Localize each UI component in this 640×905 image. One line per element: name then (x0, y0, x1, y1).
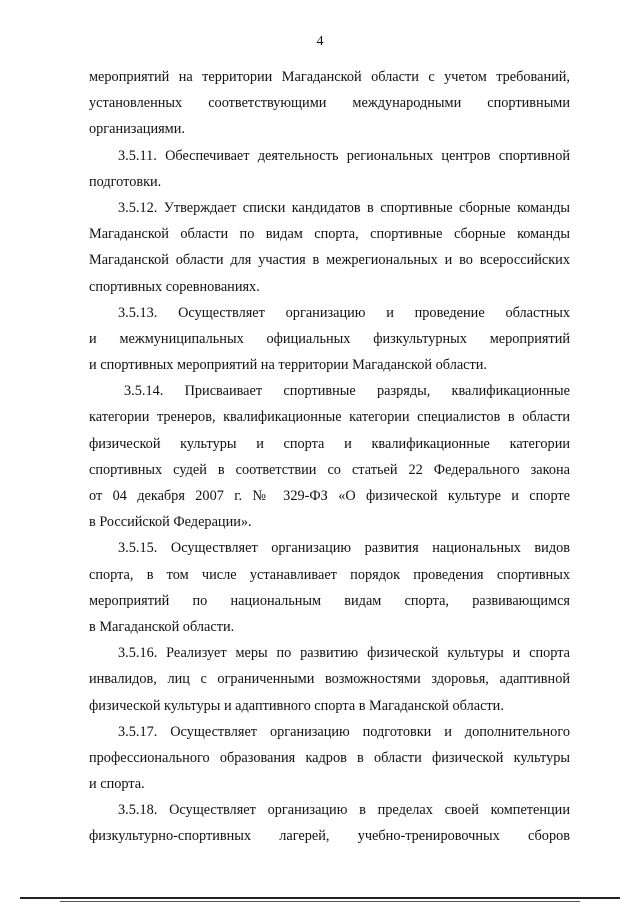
text-line: 3.5.16. Реализует меры по развитию физической культуры и спорта (118, 645, 570, 662)
text-line: в Магаданской области. (89, 618, 235, 635)
paragraph-3-5-18 (89, 797, 570, 849)
text-line: категории тренеров, квалификационные категории специалистов в области (89, 409, 570, 426)
text-line: мероприятий по национальным видам спорта, развивающимся (89, 592, 570, 609)
text-line: физической культуры и спорта и квалификационные категории (89, 435, 570, 452)
text-line: Магаданской области для участия в межрегиональных и во всероссийских (89, 252, 570, 269)
text-line: организациями. (89, 121, 185, 138)
text-line: 3.5.12. Утверждает списки кандидатов в спортивные сборные команды (118, 199, 570, 216)
text-line: подготовки. (89, 173, 162, 190)
paragraph-3-5-16 (89, 640, 570, 719)
text-line: в Российской Федерации». (89, 514, 252, 531)
text-line: физической культуры и адаптивного спорта в Магаданской области. (89, 697, 504, 714)
scan-edge-line (60, 901, 580, 902)
paragraph-3-5-13 (89, 300, 570, 379)
text-line: Магаданской области по видам спорта, спортивные сборные команды (89, 226, 570, 243)
text-line: и спортивных мероприятий на территории Магаданской области. (89, 357, 487, 374)
paragraph-3-5-11 (89, 143, 570, 195)
text-line: спорта, в том числе устанавливает порядок проведения спортивных (89, 566, 570, 583)
text-line: физкультурно-спортивных лагерей, учебно-тренировочных сборов (89, 828, 570, 845)
text-line: и спорта. (89, 776, 145, 793)
paragraph-3-5-14 (89, 378, 570, 535)
text-line: мероприятий на территории Магаданской области с учетом требований, (89, 69, 570, 85)
document-body (89, 64, 570, 850)
text-line: и межмуниципальных официальных физкультурных мероприятий (89, 330, 570, 347)
paragraph-continuation (89, 64, 570, 143)
paragraph-3-5-17 (89, 719, 570, 798)
text-line: 3.5.15. Осуществляет организацию развития национальных видов (118, 540, 570, 557)
text-line: 3.5.13. Осуществляет организацию и проведение областных (118, 304, 570, 321)
scan-edge-line (20, 897, 620, 899)
text-line: 3.5.17. Осуществляет организацию подготовки и дополнительного (118, 723, 570, 740)
page-number: 4 (316, 34, 324, 49)
paragraph-3-5-15 (89, 535, 570, 640)
text-line: 3.5.11. Обеспечивает деятельность региональных центров спортивной (118, 147, 570, 164)
paragraph-3-5-12 (89, 195, 570, 300)
text-line: спортивных судей в соответствии со статьей 22 Федерального закона (89, 461, 570, 478)
text-line: установленных соответствующими международными спортивными (89, 95, 570, 112)
text-line: профессионального образования кадров в области физической культуры (89, 749, 570, 766)
text-line: спортивных соревнованиях. (89, 278, 260, 295)
text-line: от 04 декабря 2007 г. № 329-ФЗ «О физической культуре и спорте (89, 488, 570, 504)
text-line: инвалидов, лиц с ограниченными возможностями здоровья, адаптивной (89, 671, 570, 688)
text-line: 3.5.14. Присваивает спортивные разряды, квалификационные (124, 383, 570, 400)
text-line: 3.5.18. Осуществляет организацию в пределах своей компетенции (118, 802, 570, 819)
